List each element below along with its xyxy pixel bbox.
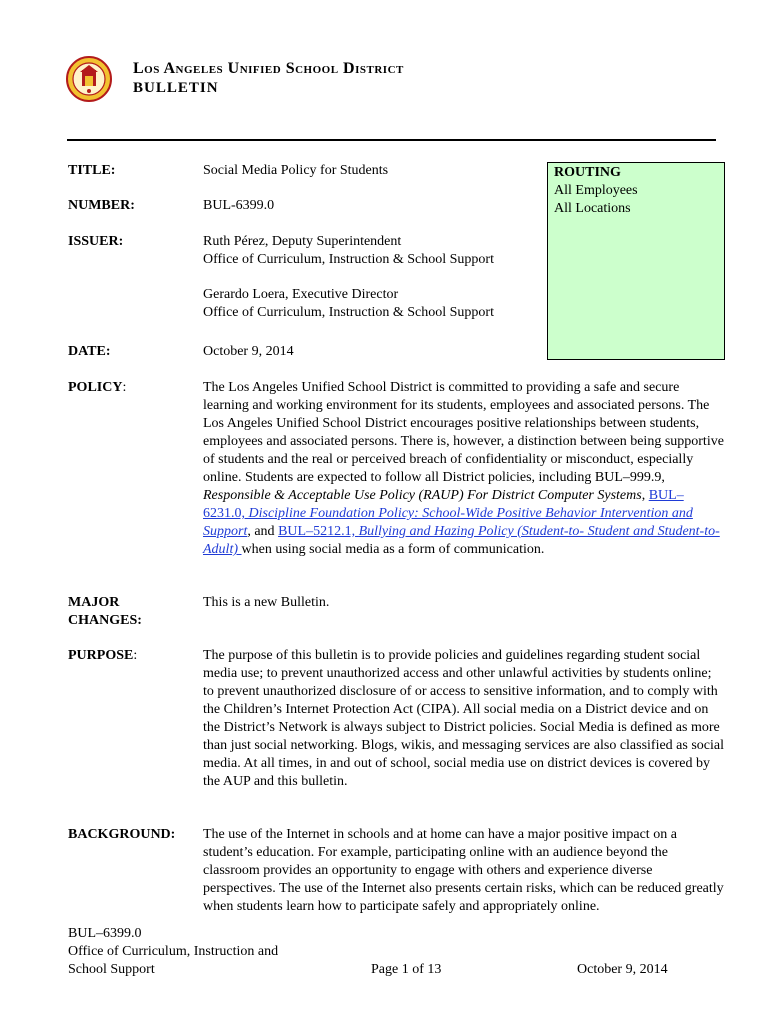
- footer-code: BUL–6399.0: [68, 926, 142, 941]
- issuer-1-office: Office of Curriculum, Instruction & School Support: [203, 252, 494, 267]
- number-label: NUMBER:: [68, 198, 135, 213]
- district-name: Los Angeles Unified School District: [133, 60, 404, 77]
- title-value: Social Media Policy for Students: [203, 163, 389, 178]
- routing-locations: All Locations: [554, 201, 631, 216]
- major-changes-text: This is a new Bulletin.: [203, 595, 330, 610]
- policy-text: The Los Angeles Unified School District is committed to providing a safe and secure learning and working environment for its students, employees and associated persons. The Los Angeles Unified School District encourages positive relationships between students, employees and associated persons. There is, however, a distinction between being supportive of students and the real or perceived breach of confidentiality or misconduct, especially online. Students are expected to follow all District policies, including BUL–999.9, Responsible & Acceptable Use Policy (RAUP) For District Computer Systems, BUL–6231.0, Discipline Foundation Policy: School-Wide Positive Behavior Intervention and Support, and BUL–5212.1, Bullying and Hazing Policy (Student-to- Student and Student-to-Adult) when using social media as a form of communication.: [203, 380, 724, 557]
- purpose-text: The purpose of this bulletin is to provide policies and guidelines regarding student social media use; to prevent unauthorized access and other unlawful activities by students online; to prevent unauthorized disclosure of or access to sensitive information, and to comply with the Children’s Internet Protection Act (CIPA). All social media on a District device and on the District’s Network is always subject to District policies. Social Media is defined as more than just social networking. Blogs, wikis, and messaging services are also classified as social media. At all times, in and out of school, social media use on district devices is covered by the AUP and this bulletin.: [203, 648, 725, 789]
- date-value: October 9, 2014: [203, 344, 294, 359]
- footer-date: October 9, 2014: [577, 962, 668, 977]
- issuer-label: ISSUER:: [68, 234, 124, 249]
- routing-employees: All Employees: [554, 183, 638, 198]
- purpose-label: PURPOSE:: [68, 648, 138, 663]
- issuer-1-name: Ruth Pérez, Deputy Superintendent: [203, 234, 402, 249]
- issuer-2-office: Office of Curriculum, Instruction & School Support: [203, 305, 494, 320]
- footer-office-2: School Support: [68, 962, 155, 977]
- background-text: The use of the Internet in schools and at home can have a major positive impact on a student’s education. For example, participating online with an audience beyond the classroom provides an opportunity to engage with others and experience diverse perspectives. The use of the Internet also presents certain risks, which can be reduced greatly when students learn how to participate safely and appropriately online.: [203, 827, 724, 914]
- routing-box: [547, 162, 725, 360]
- discipline-policy-link[interactable]: BUL–6231.0, Discipline Foundation Policy: School-Wide Positive Behavior Intervention and Support: [203, 488, 693, 539]
- routing-title: ROUTING: [554, 165, 621, 180]
- date-label: DATE:: [68, 344, 111, 359]
- district-seal-logo: [66, 56, 112, 102]
- bulletin-heading: BULLETIN: [133, 80, 219, 96]
- background-label: BACKGROUND:: [68, 827, 176, 842]
- raup-title: Responsible & Acceptable Use Policy (RAUP) For District Computer Systems: [203, 488, 642, 503]
- issuer-2-name: Gerardo Loera, Executive Director: [203, 287, 399, 302]
- title-label: TITLE:: [68, 163, 116, 178]
- footer-page-number: Page 1 of 13: [371, 962, 442, 977]
- major-changes-label: MAJOR: [68, 595, 120, 610]
- bullying-policy-link[interactable]: BUL–5212.1, Bullying and Hazing Policy (Student-to- Student and Student-to-Adult): [203, 524, 720, 557]
- footer-office-1: Office of Curriculum, Instruction and: [68, 944, 279, 959]
- major-changes-label-2: CHANGES:: [68, 613, 142, 628]
- header-divider: [67, 139, 716, 141]
- policy-label: POLICY:: [68, 380, 127, 395]
- number-value: BUL-6399.0: [203, 198, 275, 213]
